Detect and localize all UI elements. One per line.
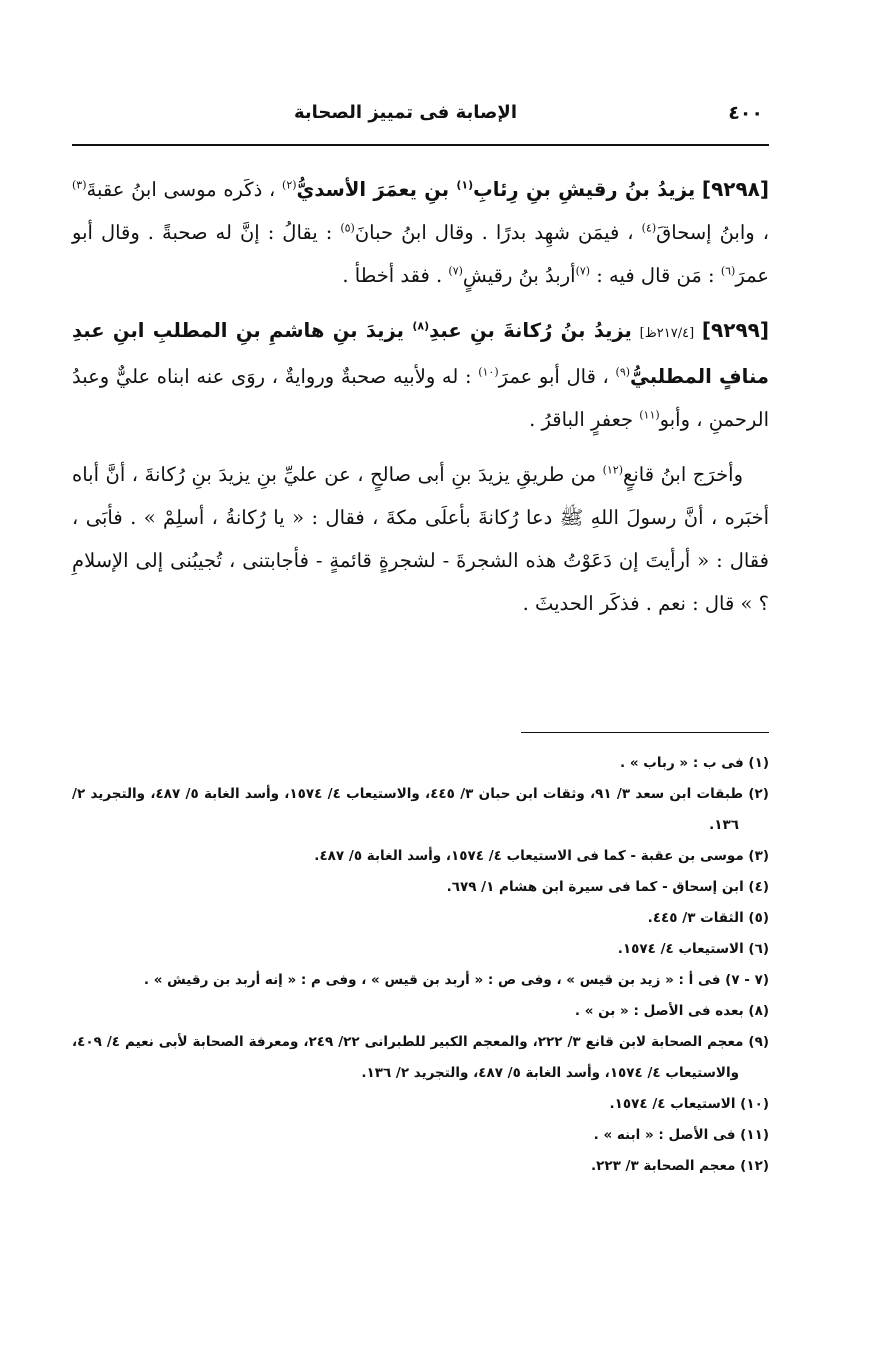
footnote-item: (٥) الثقات ٣/ ٤٤٥. — [647, 910, 769, 926]
footnote-item: (٢) طبقات ابن سعد ٣/ ٩١، وثقات ابن حبان ٣/ ٤٤٥، والاستيعاب ٤/ ١٥٧٤، وأسد الغابة ٥/ ٤٨٧، والتجريد ٢/ ١٣٦. — [72, 786, 769, 833]
footnote-item: (٨) بعده فى الأصل : « بن » . — [574, 1003, 769, 1019]
footnote-item: (٣) موسى بن عقبة - كما فى الاستيعاب ٤/ ١٥٧٤، وأسد الغابة ٥/ ٤٨٧. — [314, 848, 769, 864]
entry-number: [٩٢٩٨] — [701, 177, 770, 201]
footnote-ref: (٦) — [720, 264, 736, 278]
footnote-ref: (٩) — [615, 365, 631, 379]
footnote-item: (١٢) معجم الصحابة ٣/ ٢٢٣. — [590, 1158, 769, 1174]
footnote-item: (٦) الاستيعاب ٤/ ١٥٧٤. — [617, 941, 769, 957]
running-header — [72, 96, 769, 136]
footnote-ref: (٧) — [448, 264, 463, 278]
footnote-ref: (١١) — [639, 408, 660, 422]
footnote-separator — [521, 732, 769, 733]
footnote-item: (٧ - ٧) فى أ : « زيد بن قيس » ، وفى ص : « أربد بن قيس » ، وفى م : « إنه أربد بن رقيش » . — [143, 972, 769, 988]
footnotes — [72, 748, 769, 1182]
footnote-ref: (٥) — [340, 221, 355, 235]
main-text — [72, 168, 769, 637]
entry-name: يزيدُ بنُ رُكانةَ بنِ عبدِ$^{(٨)}$ يزيدَ بنِ هاشمِ بنِ المطلبِ ابنِ عبدِ منافٍ المطلبيُّ — [72, 319, 769, 388]
entry-number: [٩٢٩٩] — [701, 318, 770, 342]
entry-name: يزيدُ بنُ رقيشِ بنِ رِئابِ$^{(١)}$ بنِ يعمَرَ الأسديُّ — [296, 178, 696, 201]
manuscript-folio-ref: [٢١٧/٤ظ] — [639, 326, 695, 341]
page-number: ٤٠٠ — [728, 102, 763, 124]
entry-9298: [٩٢٩٨] يزيدُ بنُ رقيشِ بنِ رِئابِ$^{(١)}$ بنِ يعمَرَ الأسديُّ$^{(٢)}$ ، ذكَره موسى ابنُ عقبةَ$^{(٣)}$ ، وابنُ إسحاقَ$^{(٤)}$ ، فيمَن شهِد بدرًا . وقال ابنُ حبانَ$^{(٥)}$ : يقالُ : إنَّ له صحبةً . وقال أبو عمرَ$^{(٦)}$ : مَن قال فيه : $^{(٧)}$أربدُ بنُ رقيشٍ$^{(٧)}$ . فقد أخطأ . — [72, 177, 770, 287]
footnote-ref: (٤) — [641, 221, 657, 235]
running-title: الإصابة فى تمييز الصحابة — [294, 102, 517, 123]
book-page — [72, 0, 769, 1363]
footnote-item: (١) فى ب : « رباب » . — [620, 755, 769, 771]
footnote-item: (١١) فى الأصل : « ابنه » . — [593, 1127, 769, 1143]
footnote-ref: (٢) — [282, 178, 297, 192]
footnote-ref: (٧) — [575, 264, 591, 278]
footnote-ref: (٣) — [72, 178, 87, 192]
entry-9299: [٩٢٩٩] [٢١٧/٤ظ] يزيدُ بنُ رُكانةَ بنِ عبدِ$^{(٨)}$ يزيدَ بنِ هاشمِ بنِ المطلبِ ابنِ عبدِ منافٍ المطلبيُّ$^{(٩)}$ ، قال أبو عمرَ$^{(١٠)}$ : له ولأبيه صحبةٌ وروايةٌ ، روَى عنه ابناه عليٌّ وعبدُ الرحمنِ ، وأبو$^{(١١)}$ جعفرٍ الباقرُ . — [72, 318, 770, 431]
footnote-ref: (٨) — [412, 319, 430, 333]
footnote-item: (١٠) الاستيعاب ٤/ ١٥٧٤. — [609, 1096, 769, 1112]
header-rule — [72, 144, 769, 146]
footnote-ref: (١) — [456, 178, 474, 192]
hadith-paragraph: وأخرَج ابنُ قانعٍ$^{(١٢)}$ من طريقِ يزيدَ بنِ أبى صالحٍ ، عن عليِّ بنِ يزيدَ بنِ رُكانةَ ، أنَّ أباه أخبَره ، أنَّ رسولَ اللهِ ﷺ دعا رُكانةَ بأعلَى مكةَ ، فقال : « يا رُكانةُ ، أسلِمْ » . فأبَى ، فقال : « أرأيتَ إن دَعَوْتُ هذه الشجرةَ - لشجرةٍ قائمةٍ - فأجابتنى ، تُجيبُنى إلى الإسلامِ ؟ » قال : نعم . فذكَر الحديثَ . — [72, 463, 769, 615]
footnote-ref: (١٠) — [478, 365, 499, 379]
footnote-ref: (١٢) — [602, 463, 623, 477]
footnote-item: (٤) ابن إسحاق - كما فى سيرة ابن هشام ١/ ٦٧٩. — [446, 879, 769, 895]
footnote-item: (٩) معجم الصحابة لابن قانع ٣/ ٢٢٢، والمعجم الكبير للطبرانى ٢٢/ ٢٤٩، ومعرفة الصحابة لأبى نعيم ٤/ ٤٠٩، والاستيعاب ٤/ ١٥٧٤، وأسد الغابة ٥/ ٤٨٧، والتجريد ٢/ ١٣٦. — [72, 1034, 769, 1081]
